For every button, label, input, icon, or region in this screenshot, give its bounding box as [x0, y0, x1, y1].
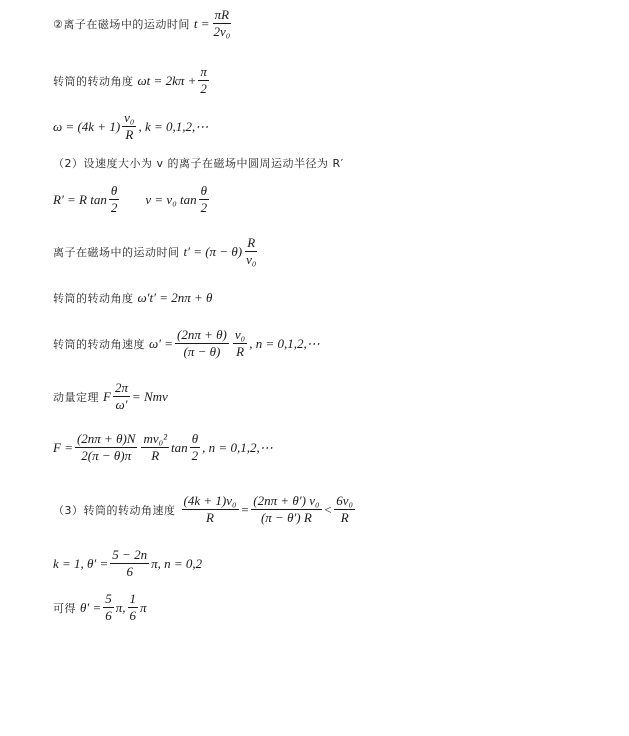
line-5-a-fraction: [109, 184, 120, 215]
line-11-denominator-3: R: [340, 510, 349, 525]
line-8-numerator-1: (2nπ + θ): [177, 327, 227, 342]
line-7-expr: ω′t′ = 2nπ + θ: [137, 290, 213, 305]
line-10: [53, 432, 273, 463]
line-11-numerator-2: (2nπ + θ′) v₀: [253, 493, 320, 508]
line-1-text: ②离子在磁场中的运动时间: [53, 17, 190, 31]
line-10-fraction-2: [141, 432, 169, 463]
line-11-numerator-1: (4k + 1)v₀: [183, 493, 237, 508]
line-5-b-fraction: [199, 184, 210, 215]
line-10-denominator-2: R: [151, 448, 160, 463]
line-9-text: 动量定理: [53, 390, 99, 404]
line-13-fraction-1: [103, 592, 114, 623]
line-1-lhs: t =: [193, 15, 210, 31]
line-8-denominator-1: (π − θ): [183, 344, 221, 359]
line-12-numerator: 5 − 2n: [112, 547, 148, 562]
line-11: [53, 494, 357, 525]
line-10-tan: tan: [171, 439, 188, 455]
line-12: [53, 548, 202, 579]
line-11-equals: =: [240, 501, 250, 517]
line-11-fraction-3: [334, 494, 355, 525]
line-12-tail: π, n = 0,2: [151, 555, 203, 571]
line-13-denominator-1: 6: [105, 608, 112, 623]
line-12-lhs: k = 1, θ′ =: [53, 555, 109, 571]
line-11-denominator-2: (π − θ′) R: [260, 510, 312, 525]
line-6: [53, 236, 260, 267]
line-12-fraction: [110, 548, 149, 579]
line-3-lhs: ω = (4k + 1): [53, 118, 121, 134]
line-13-numerator-1: 5: [105, 591, 112, 606]
line-7: [53, 290, 212, 306]
line-2-text: 转筒的转动角度: [53, 74, 134, 88]
line-1-fraction: [212, 8, 233, 39]
line-5-a-numerator: θ: [110, 183, 118, 198]
line-8-lhs: ω′ =: [149, 335, 174, 351]
line-3: [53, 111, 208, 142]
line-9: [53, 381, 168, 412]
line-5-b-lhs: v = v₀ tan: [145, 191, 197, 207]
line-9-numerator: 2π: [114, 380, 128, 395]
line-11-fraction-1: [182, 494, 239, 525]
line-11-denominator-1: R: [206, 510, 214, 525]
line-10-denominator-1: 2(π − θ)π: [81, 448, 132, 463]
line-8-denominator-2: R: [236, 344, 245, 359]
line-2-denominator: 2: [200, 81, 207, 96]
line-13-mid: π,: [115, 599, 126, 615]
line-1-denominator: 2v₀: [213, 24, 231, 39]
line-3-numerator: v₀: [124, 110, 135, 125]
line-9-denominator: ω′: [115, 397, 128, 412]
line-9-fraction: [113, 381, 130, 412]
line-2-fraction: [198, 65, 209, 96]
line-5-b-denominator: 2: [200, 200, 208, 215]
line-13-fraction-2: [128, 592, 139, 623]
line-13-tail: π: [140, 599, 147, 615]
line-11-less-than: <: [323, 501, 333, 517]
line-12-denominator: 6: [126, 564, 133, 579]
line-6-fraction: [244, 236, 258, 267]
line-6-numerator: R: [247, 235, 256, 250]
line-11-text: （3）转筒的转动角速度: [53, 503, 176, 517]
line-4-text: （2）设速度大小为 v 的离子在磁场中圆周运动半径为 R′: [53, 157, 344, 170]
line-11-numerator-3: 6v₀: [336, 493, 354, 508]
line-2: [53, 65, 211, 96]
line-10-fraction-1: [75, 432, 138, 463]
line-10-tail: , n = 0,1,2,⋯: [202, 439, 273, 455]
line-10-numerator-2: mv₀²: [143, 431, 168, 446]
line-8-text: 转筒的转动角速度: [53, 337, 145, 351]
line-13-text: 可得: [53, 601, 76, 615]
line-3-denominator: R: [125, 127, 134, 142]
line-5: [53, 184, 211, 215]
line-8-fraction-2: [233, 328, 247, 359]
line-5-a-lhs: R′ = R tan: [53, 191, 107, 207]
line-8-tail: , n = 0,1,2,⋯: [249, 335, 320, 351]
line-9-rhs: = Nmv: [131, 388, 168, 404]
line-8: [53, 328, 320, 359]
line-6-text: 离子在磁场中的运动时间: [53, 245, 180, 259]
line-6-lhs: t′ = (π − θ): [183, 243, 243, 259]
line-3-tail: , k = 0,1,2,⋯: [138, 118, 209, 134]
line-13-denominator-2: 6: [129, 608, 137, 623]
line-10-denominator-3: 2: [191, 448, 199, 463]
line-13-lhs: θ′ =: [80, 599, 102, 615]
line-11-fraction-2: [251, 494, 321, 525]
line-9-lhs: F: [103, 388, 111, 404]
line-8-fraction-1: [175, 328, 229, 359]
line-5-a-denominator: 2: [110, 200, 118, 215]
line-4: [53, 155, 344, 171]
line-10-fraction-3: [190, 432, 201, 463]
line-2-expr: ωt = 2kπ +: [137, 72, 197, 88]
line-10-lhs: F =: [53, 439, 73, 455]
line-13: [53, 592, 147, 623]
line-1-numerator: πR: [214, 7, 230, 22]
line-10-numerator-3: θ: [191, 431, 199, 446]
line-8-numerator-2: v₀: [234, 327, 246, 342]
line-13-numerator-2: 1: [129, 591, 137, 606]
line-2-numerator: π: [200, 64, 207, 79]
line-3-fraction: [122, 111, 136, 142]
line-6-denominator: v₀: [246, 252, 257, 267]
line-5-b-numerator: θ: [200, 183, 208, 198]
line-1: [53, 8, 234, 39]
line-7-text: 转筒的转动角度: [53, 292, 134, 305]
line-10-numerator-1: (2nπ + θ)N: [76, 431, 136, 446]
